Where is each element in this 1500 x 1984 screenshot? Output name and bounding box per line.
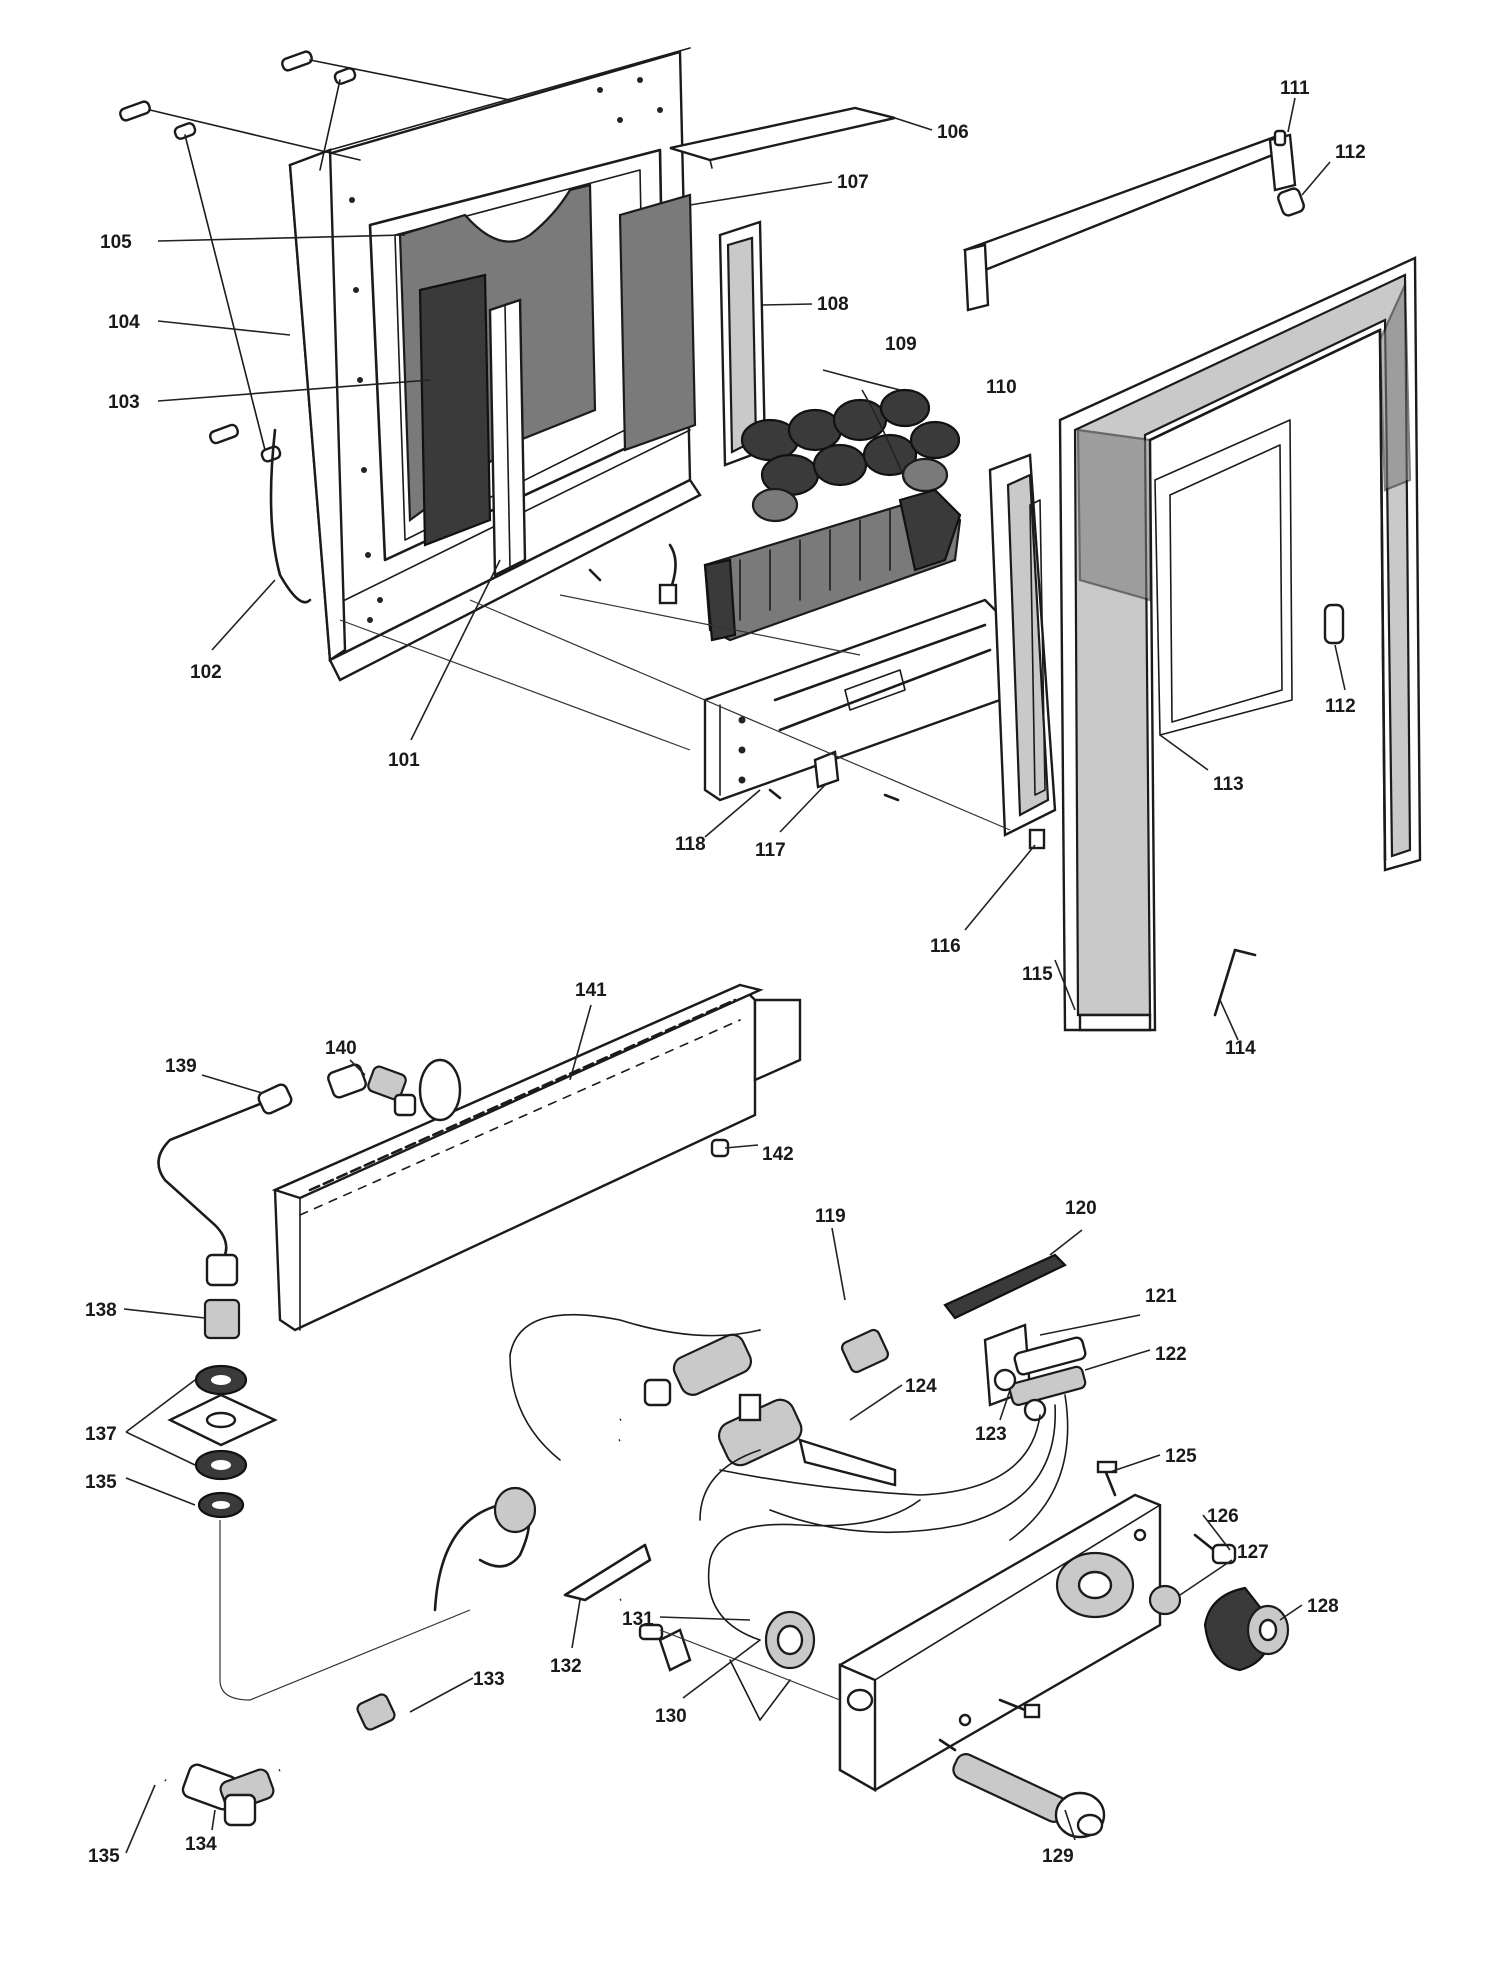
label-130: 130 [655,1706,687,1727]
knob-128 [1205,1588,1288,1670]
label-118: 118 [675,834,706,855]
knob-parts-130 [640,1612,814,1720]
label-104: 104 [108,312,140,333]
label-111: 111 [1280,78,1310,99]
label-140: 140 [325,1038,357,1059]
washer-127 [1150,1586,1180,1614]
grate-110 [705,490,960,640]
hex-key-114 [1215,950,1255,1015]
control-bracket-130 [840,1495,1160,1790]
label-120: 120 [1065,1198,1097,1219]
label-106: 106 [937,122,969,143]
label-137: 137 [85,1424,117,1445]
label-107: 107 [837,172,869,193]
label-117: 117 [755,840,786,861]
label-138: 138 [85,1300,117,1321]
connector-138 [205,1255,239,1338]
label-132: 132 [550,1656,582,1677]
elbow-fitting-140 [327,1063,415,1115]
label-126: 126 [1207,1506,1239,1527]
label-123: 123 [975,1424,1007,1445]
label-115: 115 [1022,964,1053,985]
label-133: 133 [473,1669,505,1690]
label-114: 114 [1225,1038,1256,1059]
label-113: 113 [1213,774,1244,795]
pipe-135 [104,1420,620,1780]
label-142: 142 [762,1144,794,1165]
pilot-cap [495,1488,535,1532]
gaskets-137 [170,1366,275,1517]
label-122: 122 [1155,1344,1187,1365]
label-109: 109 [885,334,917,355]
label-127: 127 [1237,1542,1269,1563]
label-135-upper: 135 [85,1472,117,1493]
label-110: 110 [986,377,1017,398]
label-134: 134 [185,1834,217,1855]
label-125: 125 [1165,1446,1197,1467]
label-141: 141 [575,980,607,1001]
top-rail-111 [965,131,1295,310]
label-102: 102 [190,662,222,683]
front-trim-115 [1060,258,1420,1030]
label-108: 108 [817,294,849,315]
label-124: 124 [905,1376,937,1397]
label-129: 129 [1042,1846,1074,1867]
label-131: 131 [622,1609,654,1630]
top-baffle-106 [670,108,895,160]
label-139: 139 [165,1056,197,1077]
label-101: 101 [388,750,420,771]
gas-valve-124 [645,1328,895,1485]
label-105: 105 [100,232,132,253]
label-128: 128 [1307,1596,1339,1617]
door-116 [990,455,1055,848]
label-112-top: 112 [1335,142,1366,163]
refractory-panel-107 [620,195,695,450]
tee-fitting-134 [181,1762,276,1825]
label-103: 103 [108,392,140,413]
pilot-plate-120 [945,1255,1065,1318]
pilot-assembly-121 [985,1325,1087,1420]
label-116: 116 [930,936,961,957]
clip-112-right [1325,605,1343,643]
label-121: 121 [1145,1286,1177,1307]
label-135-lower: 135 [88,1846,120,1867]
label-119: 119 [815,1206,846,1227]
igniter-129 [940,1740,1104,1837]
label-112-right: 112 [1325,696,1356,717]
burner-141 [275,985,800,1330]
clip-112-top [1277,187,1306,217]
refractory-panel-103 [420,275,490,545]
thermocouple-132 [565,1545,650,1600]
